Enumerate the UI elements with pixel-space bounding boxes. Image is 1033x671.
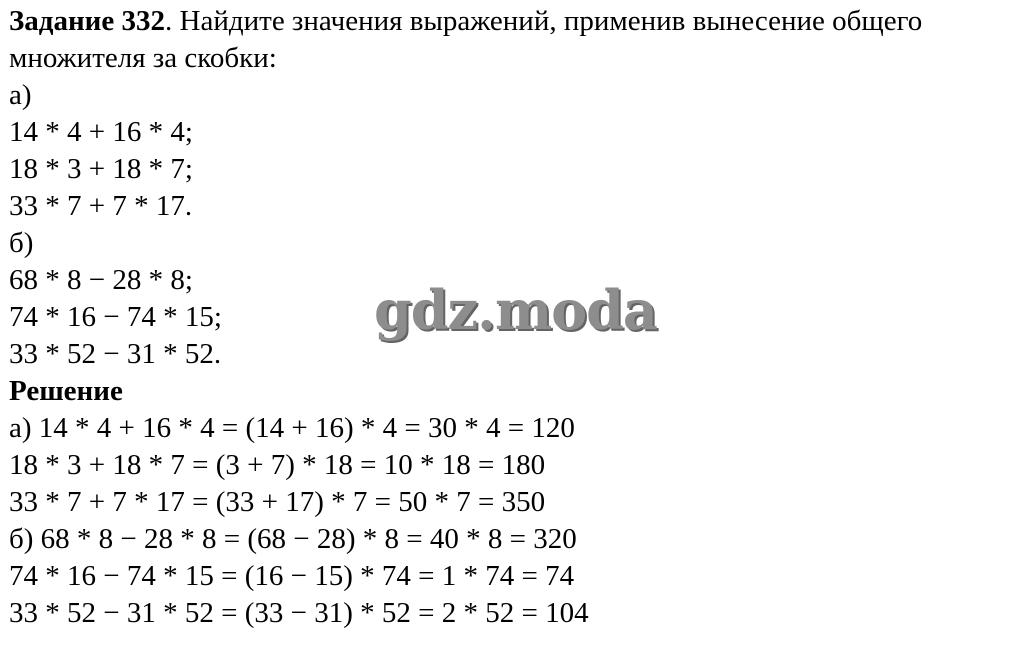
part-b-label: б) [9,227,34,259]
part-b-expression: 74 * 16 − 74 * 15; [9,301,222,333]
watermark: gdz.moda [374,278,657,342]
task-number: Задание 332 [9,5,166,37]
part-b-expression: 33 * 52 − 31 * 52. [9,338,222,370]
task-statement-line-1 [9,3,1024,40]
solution-line: 18 * 3 + 18 * 7 = (3 + 7) * 18 = 10 * 18 = 180 [9,449,546,481]
part-a-expression: 33 * 7 + 7 * 17. [9,190,193,222]
task-text-part-1: . Найдите значения выражений, применив вынесение общего [165,5,923,37]
solution-line: а) 14 * 4 + 16 * 4 = (14 + 16) * 4 = 30 * 4 = 120 [9,412,575,444]
solution-line: 33 * 7 + 7 * 17 = (33 + 17) * 7 = 50 * 7 = 350 [9,486,546,518]
solution-heading: Решение [9,375,123,407]
solution-line: б) 68 * 8 − 28 * 8 = (68 − 28) * 8 = 40 * 8 = 320 [9,523,577,555]
task-text-part-2: множителя за скобки: [9,42,277,74]
part-a-expression: 18 * 3 + 18 * 7; [9,153,193,185]
solution-line: 33 * 52 − 31 * 52 = (33 − 31) * 52 = 2 * 52 = 104 [9,597,589,629]
part-b-expression: 68 * 8 − 28 * 8; [9,264,193,296]
part-a-label: а) [9,79,32,111]
solution-line: 74 * 16 − 74 * 15 = (16 − 15) * 74 = 1 * 74 = 74 [9,560,575,592]
part-a-expression: 14 * 4 + 16 * 4; [9,116,193,148]
